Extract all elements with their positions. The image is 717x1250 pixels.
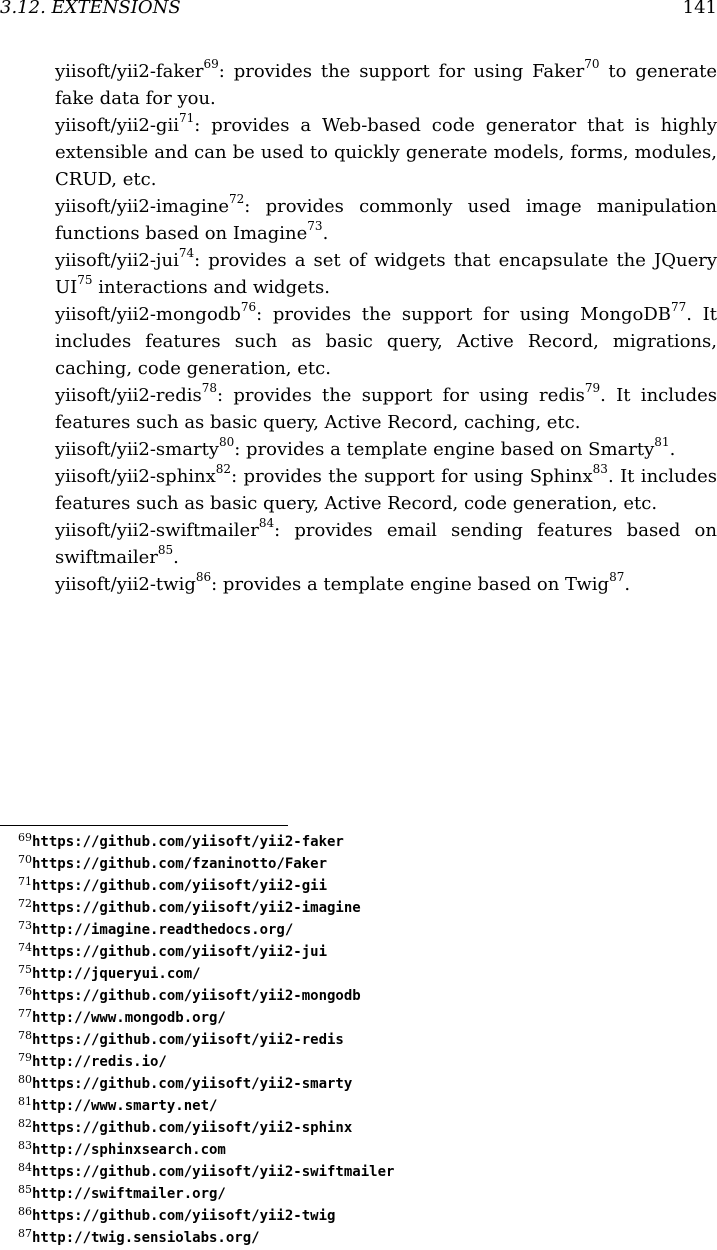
footnote-number: 81 (18, 1095, 32, 1108)
footnote-url[interactable]: https://github.com/yiisoft/yii2-mongodb (32, 988, 361, 1004)
footnote-url[interactable]: http://sphinxsearch.com (32, 1142, 226, 1158)
footnote (18, 1204, 708, 1226)
extension-name: yiisoft/yii2-gii (55, 115, 179, 136)
footnote-url[interactable]: http://www.mongodb.org/ (32, 1010, 226, 1026)
extension-entry (55, 436, 717, 463)
footnote-url[interactable]: https://github.com/yiisoft/yii2-sphinx (32, 1120, 353, 1136)
footnote-number: 82 (18, 1117, 32, 1130)
footnote-url[interactable]: https://github.com/yiisoft/yii2-swiftmailer (32, 1164, 395, 1180)
footnote (18, 874, 708, 896)
extension-description-cont: . It includes features such as basic query, Active Record, caching, etc. (55, 385, 717, 433)
footnote-url[interactable]: https://github.com/yiisoft/yii2-imagine (32, 900, 361, 916)
footnote-url[interactable]: http://jqueryui.com/ (32, 966, 201, 982)
footnote-number: 70 (18, 853, 32, 866)
extension-name: yiisoft/yii2-imagine (55, 196, 230, 217)
footnote-number: 83 (18, 1139, 32, 1152)
footnote-ref[interactable]: 73 (307, 219, 323, 233)
footnote (18, 830, 708, 852)
footnote-ref[interactable]: 74 (178, 246, 195, 260)
footnote-url[interactable]: https://github.com/yiisoft/yii2-redis (32, 1032, 344, 1048)
footnote-number: 87 (18, 1227, 32, 1240)
extension-description-cont: interactions and widgets. (92, 277, 330, 298)
footnote-number: 76 (18, 985, 32, 998)
extension-name: yiisoft/yii2-smarty (55, 439, 219, 460)
footnote-ref[interactable]: 79 (584, 381, 601, 395)
footnote-ref[interactable]: 70 (584, 57, 600, 71)
footnote-ref[interactable]: 78 (201, 381, 217, 395)
footnote (18, 1116, 708, 1138)
extension-description: : provides the support for using Sphinx (231, 466, 593, 487)
footnote-ref[interactable]: 83 (592, 462, 608, 476)
footnote (18, 918, 708, 940)
extension-description-cont: . (173, 547, 179, 568)
extension-description: : provides the support for using Faker (218, 61, 585, 82)
extension-entry (55, 247, 717, 301)
extension-name: yiisoft/yii2-swiftmailer (55, 520, 259, 541)
footnote (18, 852, 708, 874)
footnote (18, 1226, 708, 1248)
extension-description: : provides email sending features based on swiftmailer (55, 520, 717, 568)
footnote (18, 1072, 708, 1094)
footnote-url[interactable]: http://imagine.readthedocs.org/ (32, 922, 294, 938)
footnote-url[interactable]: https://github.com/yiisoft/yii2-jui (32, 944, 328, 960)
extension-name: yiisoft/yii2-jui (55, 250, 179, 271)
footnote-url[interactable]: http://redis.io/ (32, 1054, 167, 1070)
footnote (18, 1182, 708, 1204)
footnote-url[interactable]: http://www.smarty.net/ (32, 1098, 218, 1114)
footnote (18, 1094, 708, 1116)
extension-name: yiisoft/yii2-mongodb (55, 304, 241, 325)
extension-description-cont: . It includes features such as basic query, Active Record, migrations, caching, code generation, etc. (55, 304, 717, 379)
section-title: 3.12. EXTENSIONS (0, 0, 181, 18)
footnote-number: 80 (18, 1073, 32, 1086)
footnote-number: 73 (18, 919, 32, 932)
extension-name: yiisoft/yii2-redis (55, 385, 202, 406)
page-header (0, 0, 717, 21)
footnote (18, 1006, 708, 1028)
footnote-ref[interactable]: 77 (671, 300, 687, 314)
footnote-url[interactable]: https://github.com/yiisoft/yii2-gii (32, 878, 328, 894)
footnote-number: 75 (18, 963, 32, 976)
footnote (18, 1050, 708, 1072)
footnote-number: 78 (18, 1029, 32, 1042)
footnote (18, 1138, 708, 1160)
footnote (18, 896, 708, 918)
footnote-number: 69 (18, 831, 32, 844)
extension-description-cont: . (669, 439, 676, 460)
footnote-ref[interactable]: 85 (157, 543, 174, 557)
extension-entry (55, 517, 717, 571)
footnote-ref[interactable]: 80 (218, 435, 235, 449)
footnote-number: 77 (18, 1007, 32, 1020)
extension-description: : provides commonly used image manipulation functions based on Imagine (55, 196, 717, 244)
extension-description-cont: . (322, 223, 329, 244)
footnote (18, 962, 708, 984)
extension-description-cont: . (624, 574, 631, 595)
extension-description-cont: to generate fake data for you. (55, 61, 717, 109)
extension-name: yiisoft/yii2-faker (55, 61, 204, 82)
footnote-ref[interactable]: 82 (215, 462, 232, 476)
footnote-list (18, 830, 708, 1248)
extension-entry (55, 382, 717, 436)
footnote-ref[interactable]: 75 (77, 273, 93, 287)
extension-list (55, 58, 717, 598)
extension-description: : provides a template engine based on Smarty (234, 439, 655, 460)
extension-entry (55, 301, 717, 382)
footnote-number: 72 (18, 897, 32, 910)
footnote-ref[interactable]: 76 (240, 300, 257, 314)
extension-entry (55, 193, 717, 247)
extension-description: : provides a Web-based code generator that is highly extensible and can be used to quickly generate models, forms, modules, CRUD, etc. (55, 115, 717, 190)
extension-description: : provides the support for using redis (217, 385, 585, 406)
footnote (18, 1160, 708, 1182)
footnote (18, 984, 708, 1006)
footnote-url[interactable]: http://twig.sensiolabs.org/ (32, 1230, 260, 1246)
footnote-ref[interactable]: 72 (229, 192, 245, 206)
footnote-number: 86 (18, 1205, 32, 1218)
footnote-number: 71 (18, 875, 32, 888)
extension-description: : provides a set of widgets that encapsulate the JQuery UI (55, 250, 717, 298)
extension-entry (55, 571, 717, 598)
footnote-ref[interactable]: 69 (203, 57, 219, 71)
footnote-ref[interactable]: 86 (195, 570, 212, 584)
extension-entry (55, 112, 717, 193)
footnote-number: 84 (18, 1161, 32, 1174)
footnote-number: 74 (18, 941, 32, 954)
footnote-number: 79 (18, 1051, 32, 1064)
extension-entry (55, 58, 717, 112)
footnote-divider (0, 825, 288, 826)
footnote-ref[interactable]: 71 (178, 111, 195, 125)
footnote-ref[interactable]: 84 (258, 516, 275, 530)
footnote-number: 85 (18, 1183, 32, 1196)
extension-name: yiisoft/yii2-sphinx (55, 466, 216, 487)
footnote (18, 940, 708, 962)
extension-name: yiisoft/yii2-twig (55, 574, 196, 595)
footnote-url[interactable]: https://github.com/yiisoft/yii2-faker (32, 834, 344, 850)
page-number: 141 (682, 0, 717, 18)
extension-entry (55, 463, 717, 517)
extension-description-cont: . It includes features such as basic query, Active Record, code generation, etc. (55, 466, 717, 514)
footnote-url[interactable]: https://github.com/yiisoft/yii2-twig (32, 1208, 336, 1224)
footnote-ref[interactable]: 87 (609, 570, 625, 584)
footnote-url[interactable]: https://github.com/yiisoft/yii2-smarty (32, 1076, 353, 1092)
extension-description: : provides a template engine based on Twig (211, 574, 610, 595)
footnote-url[interactable]: http://swiftmailer.org/ (32, 1186, 226, 1202)
footnote (18, 1028, 708, 1050)
footnote-url[interactable]: https://github.com/fzaninotto/Faker (32, 856, 328, 872)
extension-description: : provides the support for using MongoDB (256, 304, 671, 325)
footnote-ref[interactable]: 81 (654, 435, 670, 449)
